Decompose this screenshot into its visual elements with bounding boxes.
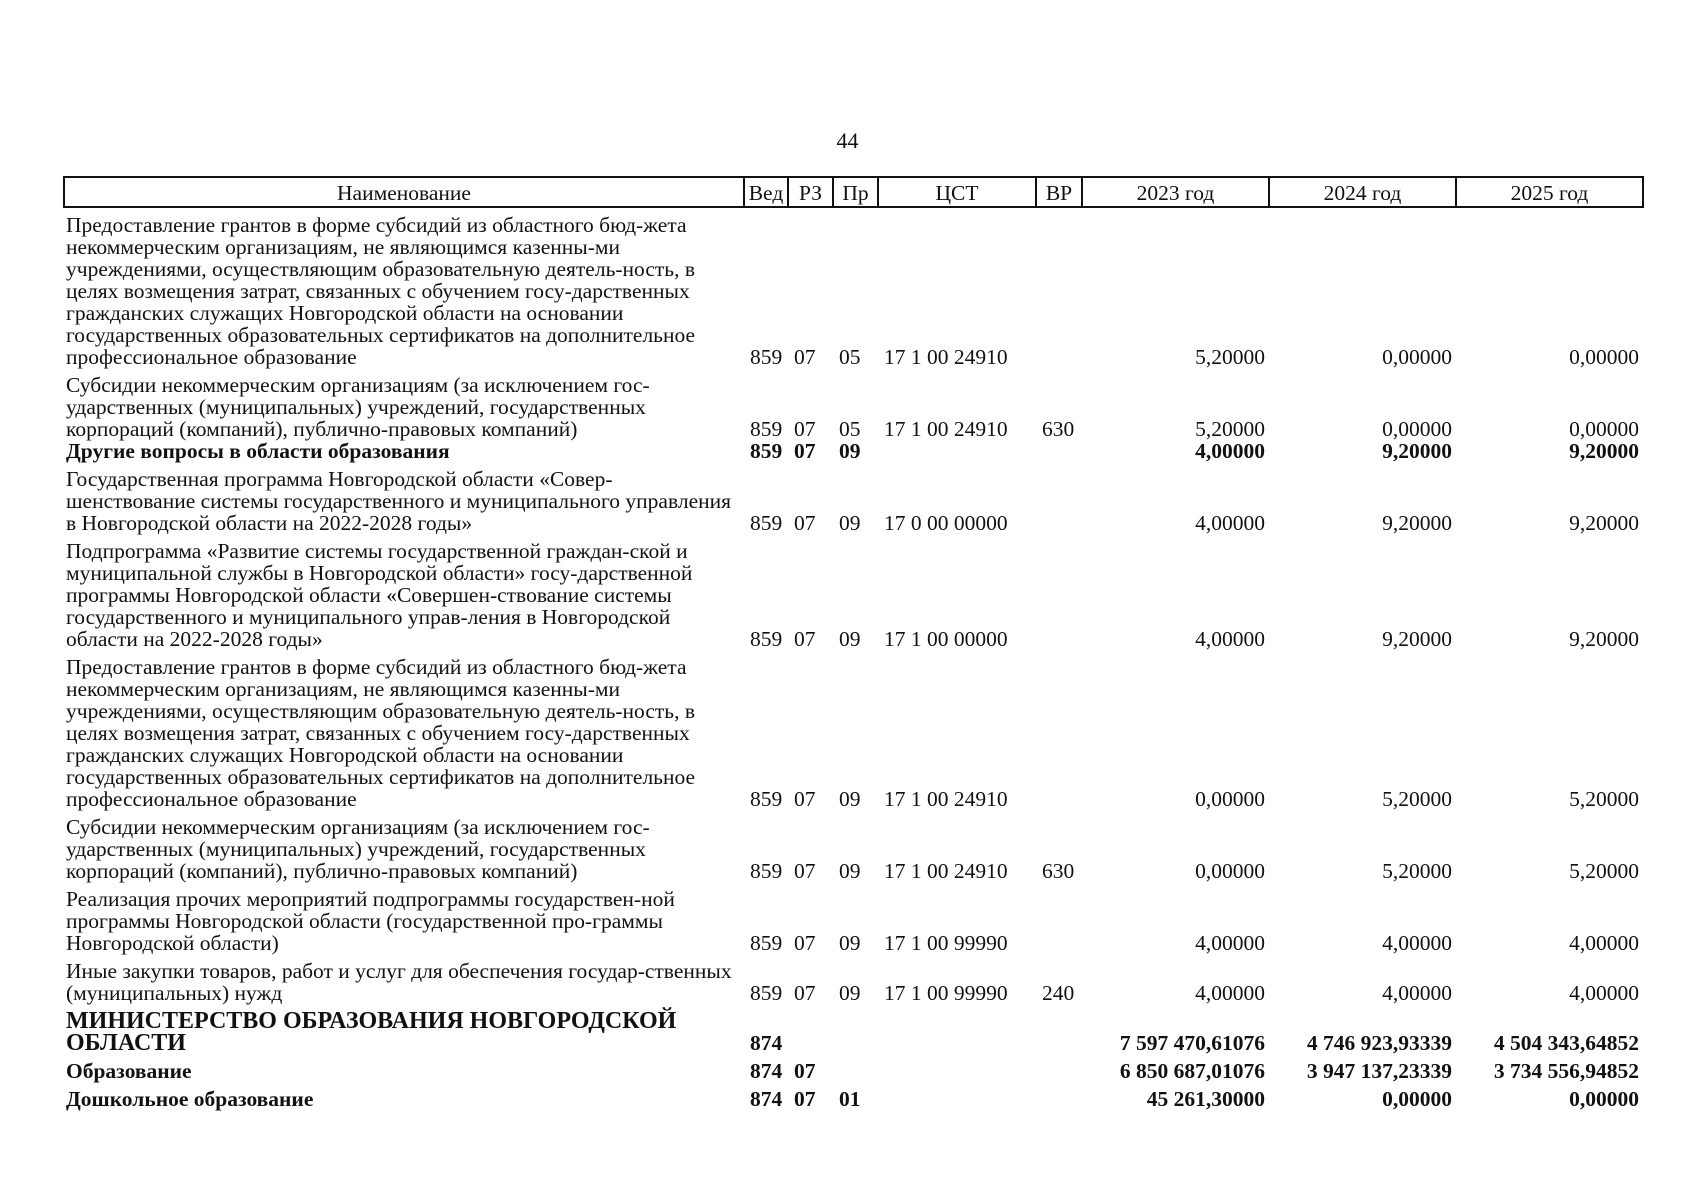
row-name: Реализация прочих мероприятий подпрограммы государствен-ной программы Новгородской области (государственной про-граммы Новгородской области) [66,887,675,955]
row-rz: 07 [794,787,816,811]
row-2023: 0,00000 [1195,787,1265,811]
row-2025: 0,00000 [1569,345,1639,369]
row-rz: 07 [794,931,816,955]
row-2025: 4,00000 [1569,931,1639,955]
table-header-row [64,177,1643,207]
row-2024: 4,00000 [1382,981,1452,1005]
header-2023: 2023 год [1082,177,1269,207]
row-2025: 3 734 556,94852 [1493,1059,1639,1083]
row-ved: 874 [750,1087,783,1111]
header-vr: ВР [1036,177,1082,207]
header-rz: РЗ [788,177,833,207]
row-2024: 3 947 137,23339 [1306,1059,1452,1083]
row-2023: 6 850 687,01076 [1119,1059,1265,1083]
row-rz [788,1004,833,1054]
row-ved: 859 [750,417,783,441]
row-2023: 5,20000 [1195,345,1265,369]
row-name: МИНИСТЕРСТВО ОБРАЗОВАНИЯ НОВГОРОДСКОЙ ОБЛАСТИ [66,1008,677,1056]
row-rz: 07 [794,981,816,1005]
row-pr: 09 [839,981,861,1005]
table-row [64,954,1643,1004]
row-name: Предоставление грантов в форме субсидий из областного бюд-жета некоммерческим организациям, не являющимся казенны-ми учреждениями, осуществляющим образовательную деятель-ность, в целях возмещения затрат, связанных с обучением госу-дарственных гражданских служащих Новгородской области на основании государственных образовательных сертификатов на дополнительное профессиональное образование [66,655,696,811]
row-ved: 874 [750,1031,783,1055]
row-2024: 0,00000 [1382,345,1452,369]
table-row [64,650,1643,810]
row-vr [1036,1054,1082,1082]
row-rz: 07 [794,627,816,651]
row-cst: 17 0 00 00000 [884,511,1008,535]
row-2025: 4 504 343,64852 [1493,1031,1639,1055]
row-rz: 07 [794,345,816,369]
header-ved: Вед [744,177,788,207]
row-vr: 240 [1042,981,1075,1005]
row-vr [1036,534,1082,650]
table-row [64,1054,1643,1082]
row-ved: 859 [750,981,783,1005]
row-cst: 17 1 00 99990 [884,981,1008,1005]
row-cst: 17 1 00 24910 [884,417,1008,441]
row-ved: 859 [750,511,783,535]
row-2024: 9,20000 [1382,627,1452,651]
header-cst: ЦСТ [878,177,1036,207]
row-name: Образование [66,1059,192,1083]
table-row [64,462,1643,534]
header-2024: 2024 год [1269,177,1456,207]
row-pr: 09 [839,511,861,535]
row-rz: 07 [794,1059,816,1083]
row-2023: 4,00000 [1195,439,1265,463]
row-vr [1036,650,1082,810]
row-vr [1036,462,1082,534]
row-name: Субсидии некоммерческим организациям (за исключением гос-ударственных (муниципальных) учреждений, государственных корпораций (компаний), публично-правовых компаний) [66,815,650,883]
row-name: Подпрограмма «Развитие системы государственной граждан-ской и муниципальной службы в Новгородской области» госу-дарственной программы Новгородской области «Совершен-ствование системы государственного и муниципального управ-ления в Новгородской области на 2022-2028 годы» [66,539,693,651]
row-2023: 5,20000 [1195,417,1265,441]
row-vr [1036,1082,1082,1110]
table-row [64,207,1643,368]
row-vr: 630 [1042,417,1075,441]
header-pr: Пр [833,177,878,207]
row-2024: 5,20000 [1382,859,1452,883]
row-ved: 859 [750,627,783,651]
row-2025: 9,20000 [1569,511,1639,535]
table-row [64,1082,1643,1110]
row-2024: 9,20000 [1382,511,1452,535]
row-name: Другие вопросы в области образования [66,439,450,463]
row-pr: 09 [839,627,861,651]
row-vr: 630 [1042,859,1075,883]
row-2024: 0,00000 [1382,1087,1452,1111]
row-rz: 07 [794,439,816,463]
table-row [64,534,1643,650]
row-pr: 01 [839,1087,861,1111]
row-ved: 859 [750,439,783,463]
row-cst [878,1082,1036,1110]
table-row [64,882,1643,954]
budget-table [63,176,1644,1110]
row-2025: 9,20000 [1569,439,1639,463]
row-2025: 0,00000 [1569,1087,1639,1111]
row-2023: 4,00000 [1195,511,1265,535]
row-2025: 5,20000 [1569,859,1639,883]
row-2023: 0,00000 [1195,859,1265,883]
row-ved: 874 [750,1059,783,1083]
header-name: Наименование [64,177,744,207]
row-2024: 4 746 923,93339 [1306,1031,1452,1055]
row-pr: 05 [839,417,861,441]
row-2023: 45 261,30000 [1146,1087,1265,1111]
row-vr [1036,207,1082,368]
row-pr: 09 [839,439,861,463]
row-cst [878,1004,1036,1054]
row-2024: 0,00000 [1382,417,1452,441]
row-2024: 4,00000 [1382,931,1452,955]
row-pr: 09 [839,931,861,955]
table-row [64,440,1643,462]
row-ved: 859 [750,345,783,369]
row-name: Дошкольное образование [66,1087,314,1111]
table-row [64,810,1643,882]
row-2025: 9,20000 [1569,627,1639,651]
row-cst [878,440,1036,462]
row-cst [878,1054,1036,1082]
row-2023: 4,00000 [1195,981,1265,1005]
row-pr: 09 [839,787,861,811]
row-cst: 17 1 00 24910 [884,787,1008,811]
table-row [64,1004,1643,1054]
row-rz: 07 [794,417,816,441]
header-2025: 2025 год [1456,177,1643,207]
page-number: 44 [836,128,859,153]
row-2025: 4,00000 [1569,981,1639,1005]
row-pr [833,1004,878,1054]
row-name: Субсидии некоммерческим организациям (за исключением гос-ударственных (муниципальных) учреждений, государственных корпораций (компаний), публично-правовых компаний) [66,373,650,441]
row-name: Предоставление грантов в форме субсидий из областного бюд-жета некоммерческим организациям, не являющимся казенны-ми учреждениями, осуществляющим образовательную деятель-ность, в целях возмещения затрат, связанных с обучением госу-дарственных гражданских служащих Новгородской области на основании государственных образовательных сертификатов на дополнительное профессиональное образование [66,213,696,369]
row-cst: 17 1 00 00000 [884,627,1008,651]
row-pr: 05 [839,345,861,369]
row-cst: 17 1 00 24910 [884,859,1008,883]
row-name: Иные закупки товаров, работ и услуг для обеспечения государ-ственных (муниципальных) нужд [66,959,732,1005]
row-name: Государственная программа Новгородской области «Совер-шенствование системы государственного и муниципального управления в Новгородской области на 2022-2028 годы» [66,467,732,535]
row-2024: 9,20000 [1382,439,1452,463]
table-row [64,368,1643,440]
row-pr [833,1054,878,1082]
row-vr [1036,440,1082,462]
row-2023: 7 597 470,61076 [1119,1031,1265,1055]
row-2025: 0,00000 [1569,417,1639,441]
row-ved: 859 [750,931,783,955]
row-2024: 5,20000 [1382,787,1452,811]
row-2023: 4,00000 [1195,627,1265,651]
row-cst: 17 1 00 99990 [884,931,1008,955]
row-ved: 859 [750,859,783,883]
row-2023: 4,00000 [1195,931,1265,955]
row-2025: 5,20000 [1569,787,1639,811]
row-rz: 07 [794,1087,816,1111]
row-vr [1036,882,1082,954]
row-rz: 07 [794,511,816,535]
row-vr [1036,1004,1082,1054]
row-rz: 07 [794,859,816,883]
row-pr: 09 [839,859,861,883]
row-cst: 17 1 00 24910 [884,345,1008,369]
row-ved: 859 [750,787,783,811]
